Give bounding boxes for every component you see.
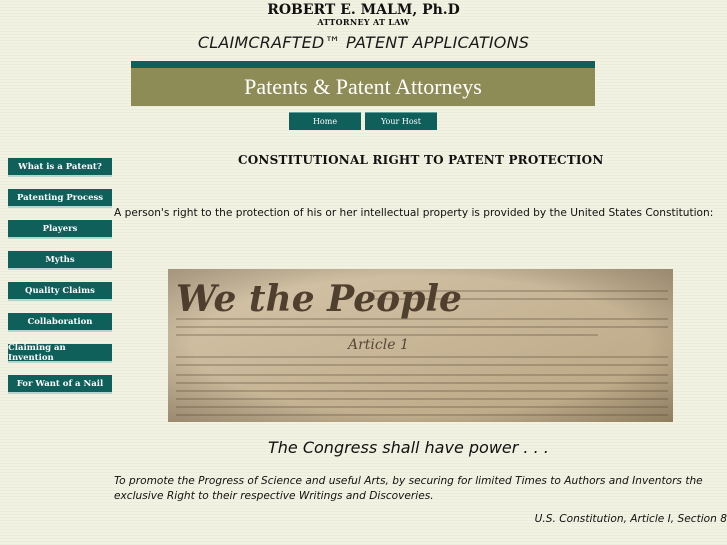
nav-home-button[interactable]: Home — [289, 112, 361, 130]
nav-your-host-button[interactable]: Your Host — [365, 112, 437, 130]
attorney-title: ATTORNEY AT LAW — [317, 17, 410, 27]
constitution-image — [168, 269, 673, 422]
sidebar-item-what-is-a-patent[interactable]: What is a Patent? — [8, 158, 112, 177]
quote-heading: The Congress shall have power . . . — [268, 438, 549, 457]
attorney-name: ROBERT E. MALM, Ph.D — [267, 2, 460, 18]
sidebar-item-quality-claims[interactable]: Quality Claims — [8, 282, 112, 301]
tagline: CLAIMCRAFTED™ PATENT APPLICATIONS — [197, 33, 530, 52]
page-title: CONSTITUTIONAL RIGHT TO PATENT PROTECTION — [238, 153, 604, 167]
document-article-label: Article 1 — [348, 337, 409, 353]
intro-paragraph: A person's right to the protection of his or her intellectual property is provided by the United States Constitution: — [114, 207, 714, 219]
sidebar-item-for-want-of-a-nail[interactable]: For Want of a Nail — [8, 375, 112, 394]
sidebar-item-patenting-process[interactable]: Patenting Process — [8, 189, 112, 208]
sidebar-item-claiming-an-invention[interactable]: Claiming an Invention — [8, 344, 112, 363]
site-banner — [131, 68, 595, 106]
constitution-quote: To promote the Progress of Science and useful Arts, by securing for limited Times to Authors and Inventors the exclusive Right to their respective Writings and Discoveries. — [114, 475, 703, 502]
sidebar-item-players[interactable]: Players — [8, 220, 112, 239]
banner-accent-bar — [131, 61, 595, 68]
sidebar-item-myths[interactable]: Myths — [8, 251, 112, 270]
banner-title: Patents & Patent Attorneys — [244, 74, 482, 99]
quote-citation: U.S. Constitution, Article I, Section 8 — [534, 513, 727, 525]
document-heading: We the People — [176, 278, 462, 320]
sidebar-item-collaboration[interactable]: Collaboration — [8, 313, 112, 332]
